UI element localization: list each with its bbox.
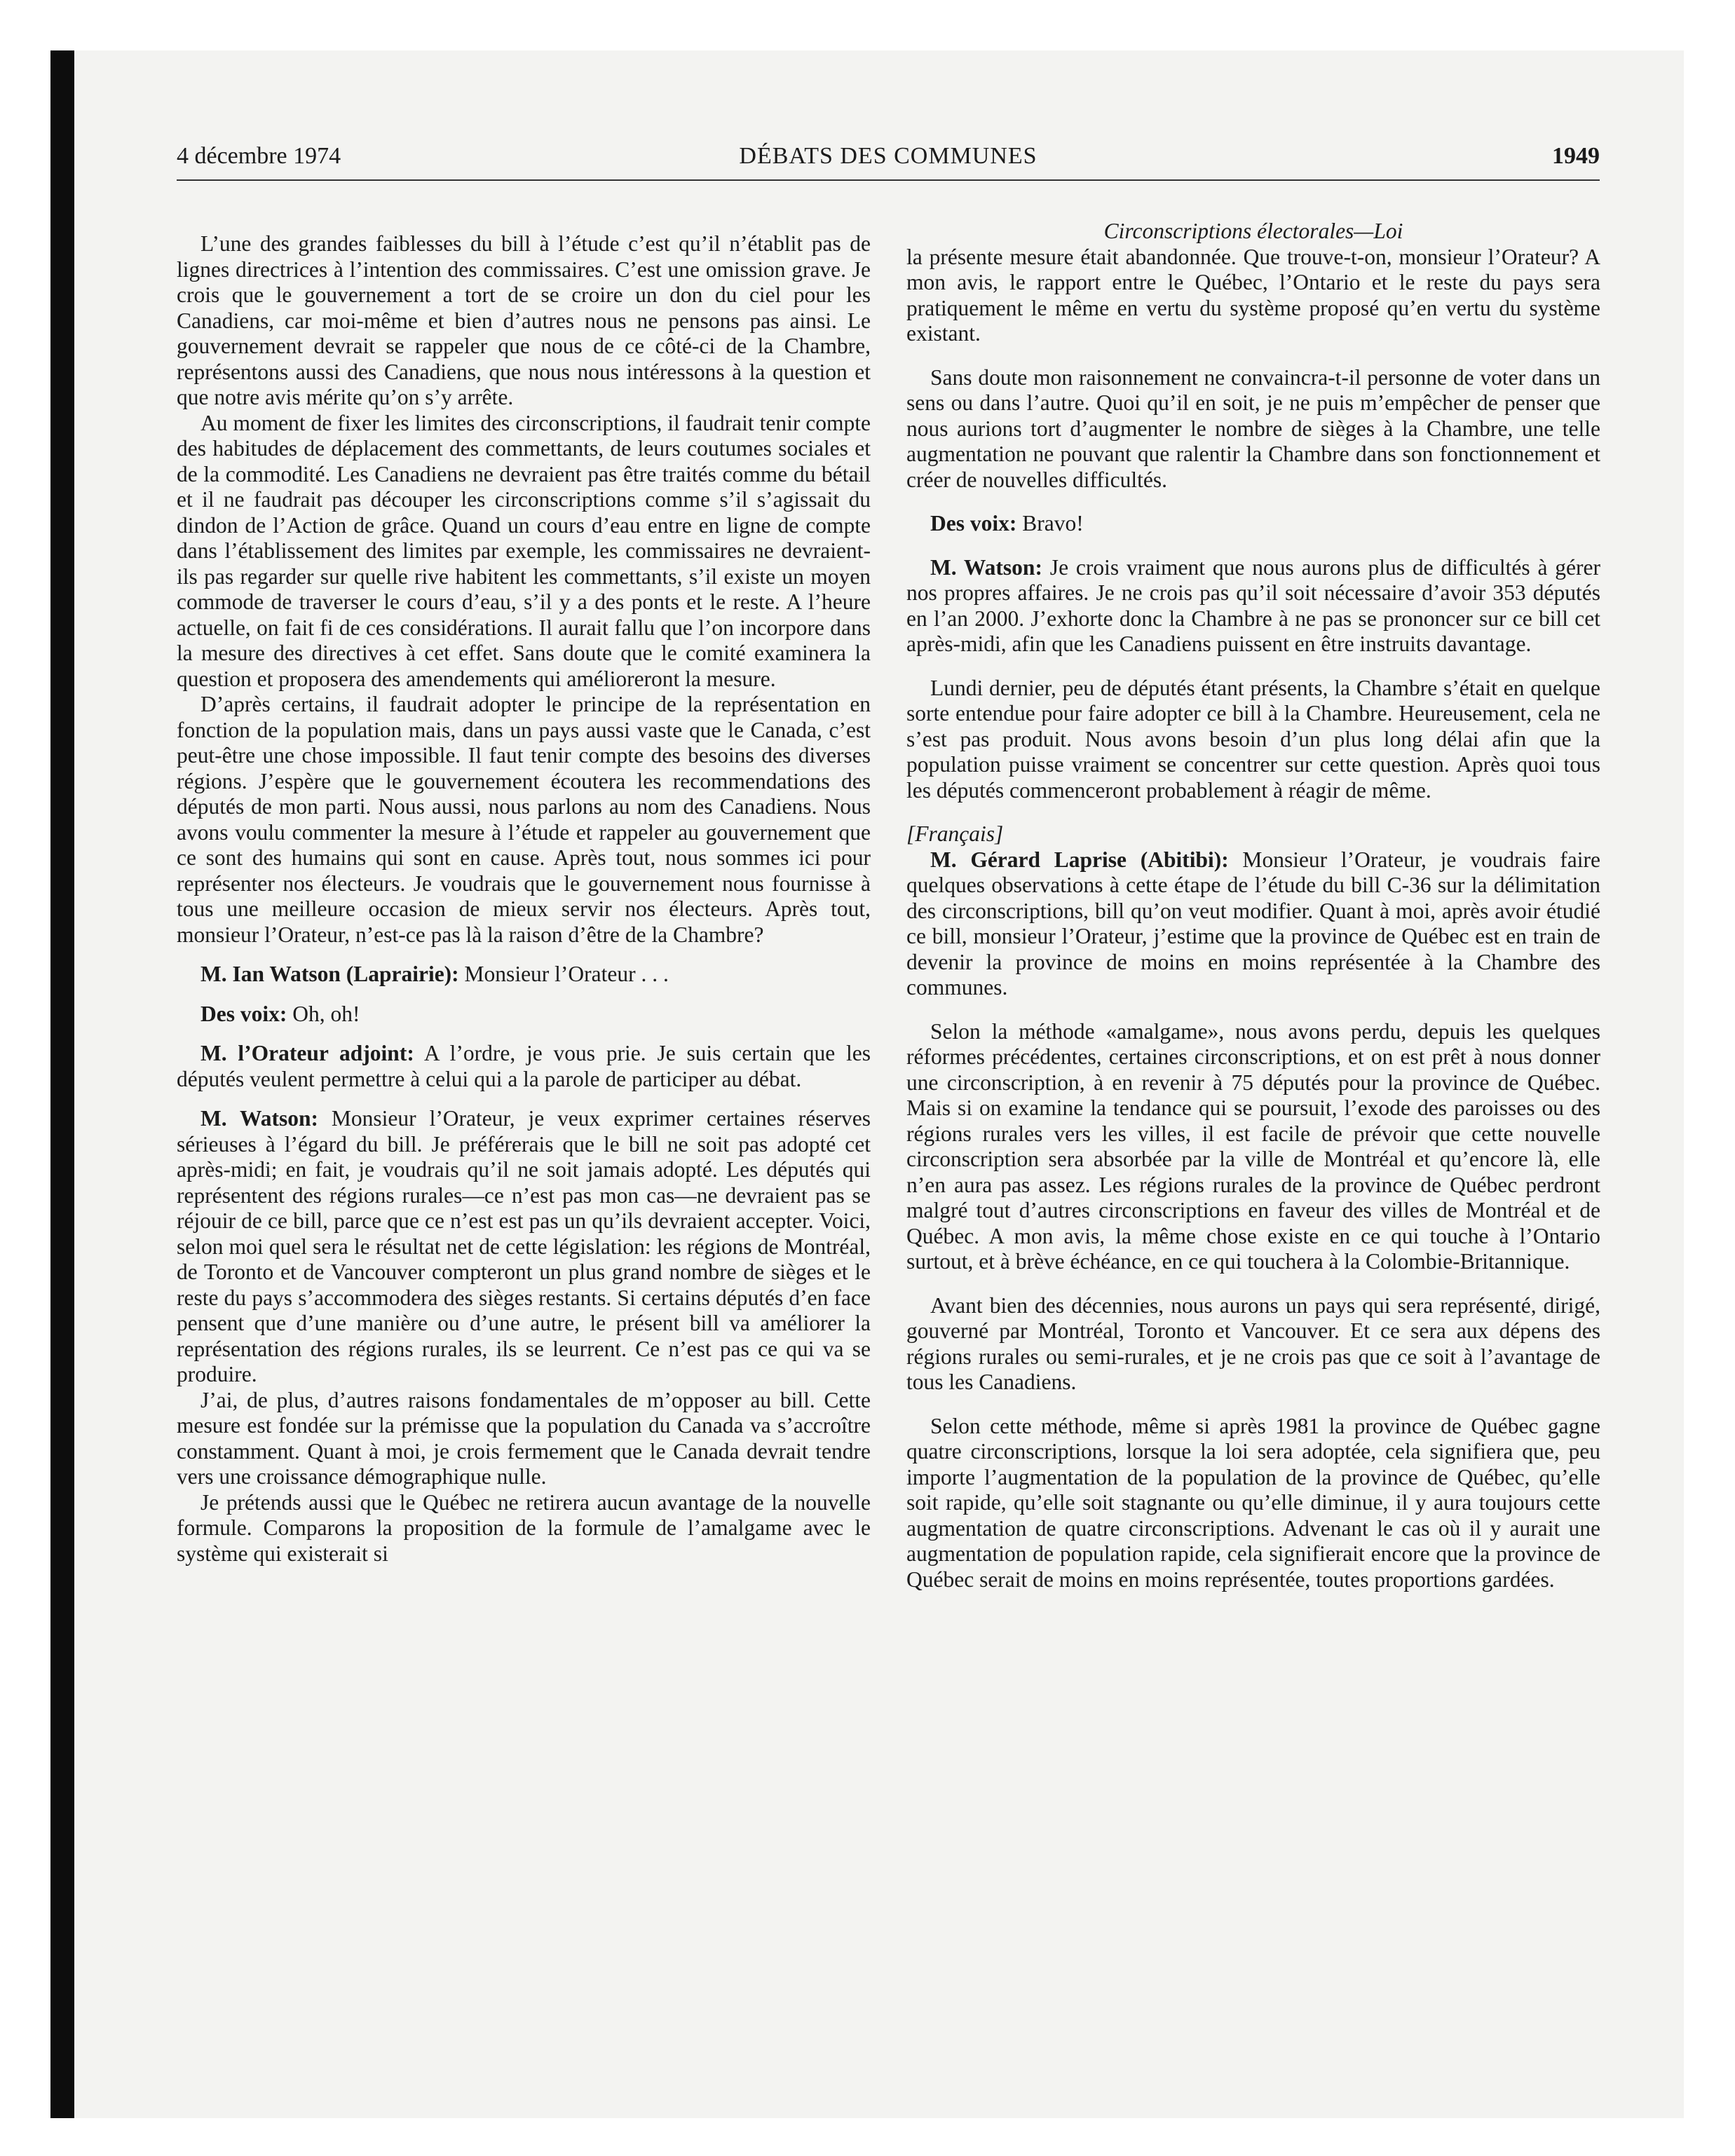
speech-text: Je crois vraiment que nous aurons plus de difficultés à gérer nos propres affaires. Je ne crois pas qu’il soit nécessaire d’avoir 353 députés en l’an 2000. J’exhorte donc la Chambre à ne pas se prononcer sur ce bill cet après-midi, afin que les Canadiens puissent en être instruits davantage.	[906, 554, 1600, 656]
binding-edge	[50, 50, 74, 2118]
speech-text: A l’ordre, je vous prie. Je suis certain que les députés veulent permettre à celui qui a la parole de participer au débat.	[177, 1041, 871, 1091]
right-column	[906, 219, 1600, 1592]
speech	[177, 962, 871, 988]
speech	[906, 511, 1600, 537]
paragraph: la présente mesure était abandonnée. Que trouve-t-on, monsieur l’Orateur? A mon avis, le rapport entre le Québec, l’Ontario et le reste du pays sera pratiquement le même en vertu du système proposé qu’en vertu du système existant.	[906, 244, 1600, 346]
header-date: 4 décembre 1974	[177, 143, 341, 169]
speech-text: Monsieur l’Orateur . . .	[458, 962, 669, 986]
speech	[906, 555, 1600, 657]
speech	[177, 1106, 871, 1388]
speech-text: Oh, oh!	[287, 1001, 360, 1026]
speaker-name: M. l’Orateur adjoint:	[200, 1041, 414, 1065]
speech-text: Monsieur l’Orateur, je voudrais faire quelques observations à cette étape de l’étude du bill C-36 sur la délimitation des circonscriptions, bill qu’on veut modifier. Quant à moi, après avoir étudié ce bill, monsieur l’Orateur, j’estime que la province de Québec est en train de devenir la province de moins en moins représentée à la Chambre des communes.	[906, 847, 1600, 999]
paragraph: Selon la méthode «amalgame», nous avons perdu, depuis les quelques réformes précédentes, certaines circonscriptions, et on est prêt à nous donner une circonscription, à en revenir à 75 députés pour la province de Québec. Mais si on examine la tendance qui se poursuit, l’exode des paroisses ou des régions rurales vers les villes, il est facile de prévoir que cette nouvelle circonscription sera absorbée par la ville de Montréal et qu’encore là, elle n’en aura pas assez. Les régions rurales de la province de Québec perdront malgré tout d’autres circonscriptions en faveur des villes de Montréal et de Québec. A mon avis, la même chose existe en ce qui touche à l’Ontario surtout, et à brève échéance, en ce qui touchera à la Colombie-Britannique.	[906, 1018, 1600, 1274]
left-column	[177, 231, 871, 1567]
speaker-name: M. Gérard Laprise (Abitibi):	[930, 847, 1229, 872]
speaker-name: M. Watson:	[930, 554, 1042, 580]
speech	[177, 1041, 871, 1092]
paragraph: L’une des grandes faiblesses du bill à l’étude c’est qu’il n’établit pas de lignes directrices à l’intention des commissaires. C’est une omission grave. Je crois que le gouvernement a tort de se croire un don du ciel pour les Canadiens, car moi-même et bien d’autres nous ne pensons pas ainsi. Le gouvernement devrait se rappeler que nous de ce côté-ci de la Chambre, représentons aussi des Canadiens, que nous nous intéressons à la question et que notre avis mérite qu’on s’y arrête.	[177, 231, 871, 409]
language-marker: [Français]	[906, 821, 1004, 846]
speech-text: Bravo!	[1016, 511, 1084, 535]
paragraph: J’ai, de plus, d’autres raisons fondamentales de m’opposer au bill. Cette mesure est fondée sur la prémisse que la population du Canada va s’accroître constamment. Quant à moi, je crois fermement que le Canada devrait tendre vers une croissance démographique nulle.	[177, 1387, 871, 1489]
page-number: 1949	[1552, 143, 1600, 169]
running-head: Circonscriptions électorales—Loi	[1103, 219, 1403, 243]
paragraph: D’après certains, il faudrait adopter le principe de la représentation en fonction de la population mais, dans un pays aussi vaste que le Canada, c’est peut-être une chose impossible. Il faut tenir compte des besoins des diverses régions. J’espère que le gouvernement écoutera les recommendations des députés de mon parti. Nous aussi, nous parlons au nom des Canadiens. Nous avons voulu commenter la mesure à l’étude et rappeler au gouvernement que ce sont des humains qui sont en cause. Après tout, nous sommes ici pour représenter nos électeurs. Je voudrais que le gouvernement nous fournisse à tous une meilleure occasion de mieux servir nos électeurs. Après tout, monsieur l’Orateur, n’est-ce pas là la raison d’être de la Chambre?	[177, 692, 871, 947]
paragraph: Sans doute mon raisonnement ne convaincra-t-il personne de voter dans un sens ou dans l’autre. Quoi qu’il en soit, je ne puis m’empêcher de penser que nous aurions tort d’augmenter le nombre de sièges à la Chambre, une telle augmentation ne pouvant que ralentir la Chambre dans son fonctionnement et créer de nouvelles difficultés.	[906, 364, 1600, 492]
paragraph: Au moment de fixer les limites des circonscriptions, il faudrait tenir compte des habitudes de déplacement des commettants, de leurs coutumes sociales et de la commodité. Les Canadiens ne devraient pas être traités comme du bétail et il ne faudrait pas découper les circonscriptions comme s’il s’agissait du dindon de l’Action de grâce. Quand un cours d’eau entre en ligne de compte dans l’établissement des limites par exemple, les commissaires ne devraient-ils pas regarder sur quelle rive habitent les commettants, s’il existe un moyen commode de traverser le cours d’eau, s’il y a des ponts et le reste. A l’heure actuelle, on fait fi de ces considérations. Il aurait fallu que l’on incorpore dans la mesure des directives à cet effet. Sans doute que le comité examinera la question et proposera des amendements qui amélioreront la mesure.	[177, 410, 871, 691]
speaker-name: Des voix:	[930, 511, 1017, 535]
speech-text: Monsieur l’Orateur, je veux exprimer certaines réserves sérieuses à l’égard du bill. Je préférerais que le bill ne soit pas adopté cet après-midi; en fait, je voudrais qu’il ne soit jamais adopté. Les députés qui représentent des régions rurales—ce n’est pas mon cas—ne devraient pas se réjouir de ce bill, parce que ce n’est est pas un qu’ils devraient accepter. Voici, selon moi quel sera le résultat net de cette législation: les régions de Montréal, de Toronto et de Vancouver compteront un plus grand nombre de sièges et le reste du pays s’accommodera des sièges restants. Si certains députés d’en face pensent que d’une manière ou d’une autre, le présent bill va améliorer la représentation des régions rurales, ils se leurrent. Ce n’est pas ce qui va se produire.	[177, 1106, 871, 1386]
paragraph: Je prétends aussi que le Québec ne retirera aucun avantage de la nouvelle formule. Comparons la proposition de la formule de l’amalgame avec le système qui existerait si	[177, 1489, 871, 1566]
speaker-name: Des voix:	[200, 1001, 287, 1026]
speaker-name: M. Watson:	[200, 1106, 318, 1131]
speech	[906, 847, 1600, 1001]
paragraph: Selon cette méthode, même si après 1981 la province de Québec gagne quatre circonscriptions, lorsque la loi sera adoptée, cela signifiera que, peu importe l’augmentation de la population de la province de Québec, qu’elle soit rapide, qu’elle soit stagnante ou qu’elle diminue, il y aura toujours cette augmentation de quatre circonscriptions. Advenant le cas où il y aurait une augmentation de population rapide, cela signifierait encore que la province de Québec serait de moins en moins représentée, toutes proportions gardées.	[906, 1413, 1600, 1592]
header-title: DÉBATS DES COMMUNES	[739, 143, 1037, 169]
page-header	[177, 139, 1600, 181]
paragraph: Avant bien des décennies, nous aurons un pays qui sera représenté, dirigé, gouverné par Montréal, Toronto et Vancouver. Et ce sera aux dépens des régions rurales ou semi-rurales, et je ne crois pas que ce soit à l’avantage de tous les Canadiens.	[906, 1292, 1600, 1394]
speech	[177, 1002, 871, 1028]
paragraph: Lundi dernier, peu de députés étant présents, la Chambre s’était en quelque sorte entendue pour faire adopter ce bill à la Chambre. Heureusement, cela ne s’est pas produit. Nous avons besoin d’un plus long délai afin que la population puisse vraiment se concentrer sur cette question. Après quoi tous les députés commenceront probablement à réagir de même.	[906, 675, 1600, 803]
speaker-name: M. Ian Watson (Laprairie):	[200, 962, 459, 986]
